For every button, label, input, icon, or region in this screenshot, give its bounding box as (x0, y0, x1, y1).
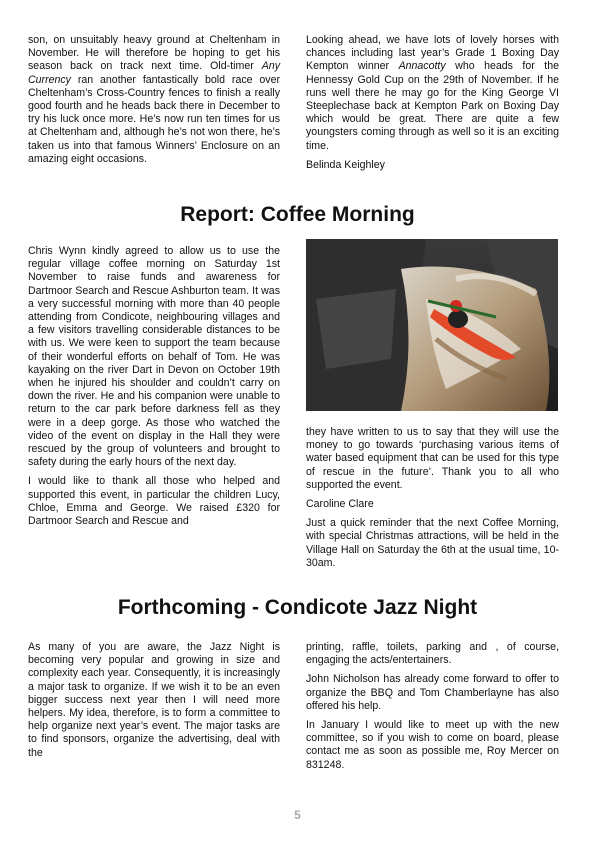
jazz-night-heading: Forthcoming - Condicote Jazz Night (117, 596, 478, 619)
page-number: 5 (294, 808, 301, 822)
horse-name-annacotty: Annacotty (398, 60, 446, 73)
jazz-left-column (28, 641, 280, 766)
coffee-right-paragraph-1: they have written to us to say that they will use the money to go towards ‘purchasing various items of water based equipment that can be used for this type of rescue in the future’. Thank you to all who supported the event. (306, 426, 559, 491)
jazz-right-paragraph-3: In January I would like to meet up with the new committee, so if you wish to come on board, please contact me as soon as possible me, Roy Mercer on 831248. (306, 719, 559, 771)
horse-name-any-currency: Any Currency (28, 60, 280, 86)
intro-left-paragraph: son, on unsuitably heavy ground at Cheltenham in November. He will therefore be hoping to get his season back on track next time. Old-timer Any Currency ran another fantastically bold race over Cheltenham’s Cross-Country fences to finish a really good fourth and he heads back there in December to try his luck once more. He’s now run ten times for us at Cheltenham and, although he’s not won there, he’s taken us into that famous Winners’ Enclosure on an amazing eight occasions. (28, 34, 280, 165)
intro-right-paragraph: Looking ahead, we have lots of lovely horses with chances including last year’s Grade 1 Boxing Day Kempton winner Annacotty who heads for the Hennessy Gold Cup on the 29th of November. If he runs well there he may go for the King George VI Steeplechase back at Kempton Park on Boxing Day which would be great. There are quite a few youngsters coming through as well so it is an exciting time. (306, 34, 559, 152)
coffee-right-column (306, 426, 559, 576)
intro-left-column (28, 34, 280, 172)
coffee-left-paragraph-2: I would like to thank all those who helped and supported this event, in particular the children Lucy, Chloe, Emma and George. We raised £320 for Dartmoor Search and Rescue and (28, 475, 280, 528)
coffee-signature: Caroline Clare (306, 498, 374, 511)
jazz-right-paragraph-2: John Nicholson has already come forward to offer to organize the BBQ and Tom Chamberlayne has also offered his help. (306, 673, 559, 712)
intro-right-column (306, 34, 559, 178)
intro-signature: Belinda Keighley (306, 158, 385, 171)
kayaker-waterfall-photo (306, 239, 558, 411)
coffee-right-paragraph-2: Just a quick reminder that the next Coffee Morning, with special Christmas attractions, will be held in the Village Hall on Saturday the 6th at the usual time, 10-30am. (306, 517, 559, 569)
jazz-right-column (306, 641, 559, 778)
jazz-right-paragraph-1: printing, raffle, toilets, parking and , of course, engaging the acts/entertainers. (306, 641, 559, 667)
coffee-left-column (28, 245, 280, 534)
coffee-left-paragraph-1: Chris Wynn kindly agreed to allow us to use the regular village coffee morning on Saturday 1st November to raise funds and awareness for Dartmoor Search and Rescue Ashburton team. It was a very successful morning with more than 40 people attending from Condicote, neighbouring villages and a few visitors travelling considerable distances to be with us. We were keen to support the team because of their wonderful efforts on behalf of Tom. He was kayaking on the river Dart in Devon on October 19th when he injured his shoulder and couldn’t carry on down the river. He and his companion were unable to return to the car park before darkness fell as they were in a deep gorge. As those who watched the video of the event on display in the Hall they were rescued by the group of volunteers and brought to safety during the early hours of the next day. (28, 245, 280, 469)
coffee-morning-heading: Report: Coffee Morning (180, 203, 415, 226)
jazz-left-paragraph: As many of you are aware, the Jazz Night is becoming very popular and growing in size and complexity each year. Consequently, it is increasingly a major task to organize. If we wish it to be an even bigger success next year then I will need more helpers. My idea, therefore, is to form a committee to help organize next year’s event. The major tasks are to find sponsors, organize the advertising, deal with the (28, 641, 280, 759)
